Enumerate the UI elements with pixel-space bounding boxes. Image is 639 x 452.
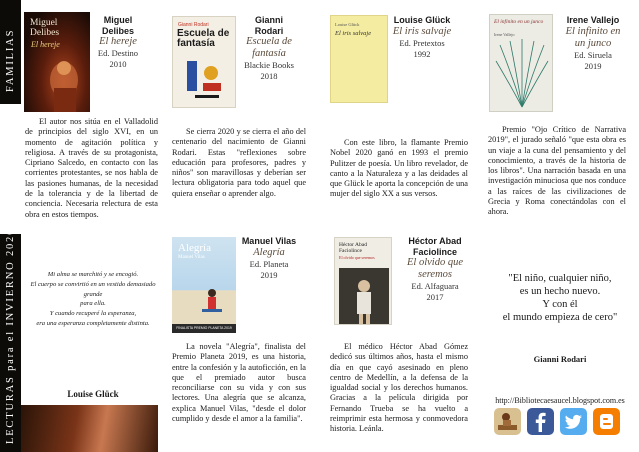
cover-title-text: El olvido que seremos (339, 255, 375, 260)
book-description: Con este libro, la flamante Premio Nobel 2020 ganó en 1993 el premio Pulitzer de poesía. Un libro revelador, de canto a la Naturaleza y a las deidades al que Glück le aporta la concepción de una mujer del siglo XX a sus versos. (330, 138, 468, 199)
cover-el-olvido-que-seremos (334, 237, 392, 325)
book-author: Héctor Abad Faciolince (408, 236, 462, 257)
cover-author-text: Louise Glück (335, 22, 360, 27)
book-author: Irene Vallejo (566, 15, 620, 25)
blogger-icon[interactable] (593, 408, 620, 435)
cover-title-text: Alegría (178, 242, 211, 254)
poem-line: para ella. (80, 300, 106, 308)
quote-author: Gianni Rodari (533, 354, 587, 364)
book-year: 2019 (260, 269, 278, 280)
book-publisher: Blackie Books (244, 60, 294, 70)
twitter-bird-glyph (560, 408, 587, 435)
facebook-f-glyph (527, 408, 554, 435)
cover-escuela-de-fantasia (172, 16, 236, 108)
book-description: Premio "Ojo Crítico de Narrativa 2019", el jurado señaló "que esta obra es un viaje a la cuna del pensamiento y del conocimiento, a través de la historia de los libros". Una narración basada en una investigación minuciosa que nos conduce a las raíces de las civilizaciones de Grecia y Roma conectándolas con el ahora. (488, 125, 626, 217)
book-year: 2019 (584, 60, 602, 71)
book-description: Se cierra 2020 y se cierra el año del centenario del nacimiento de Gianni Rodari. Estas "reflexiones sobre educación para profesores, padres y niños" son maravillosas y deberían ser lectura obligatoria para todo aquel que quiera enseñar o aprender algo. (172, 127, 306, 198)
cover-author-text: Héctor Abad Faciolince (339, 242, 367, 254)
book-author: Miguel Delibes (101, 15, 134, 36)
book-publisher: Ed. Siruela (574, 49, 612, 60)
book-year: 1992 (413, 48, 431, 59)
book-title: Alegría (253, 246, 285, 258)
poem-line: Mi alma se marchitó y se encogió. (47, 271, 139, 278)
poem-author: Louise Glück (67, 389, 119, 399)
facebook-icon[interactable] (527, 408, 554, 435)
reader-icon[interactable] (494, 408, 521, 435)
blogger-b-glyph (593, 408, 620, 435)
book-meta-el-hereje (91, 15, 145, 70)
side-band-top (0, 0, 21, 104)
book-publisher: Ed. Alfaguara (411, 281, 459, 291)
quote-line: el mundo empieza de cero" (502, 312, 618, 323)
abstract-shapes-illustration (173, 17, 236, 108)
cover-alegria (172, 237, 236, 333)
cover-title-text: El hereje (31, 40, 60, 49)
quote-line: "El niño, cualquier niño, (508, 273, 612, 284)
cover-el-iris-salvaje (330, 15, 388, 103)
book-publisher: Ed. Destino (97, 48, 139, 58)
beach-figure-illustration (172, 237, 236, 333)
side-band-bottom (0, 227, 21, 452)
book-meta-el-olvido-que-seremos (398, 236, 472, 303)
book-meta-el-iris-salvaje (392, 15, 452, 60)
cover-author-text: Manuel Vilas (178, 255, 205, 260)
cover-author-text: Irene Vallejo (494, 32, 515, 37)
book-title: El iris salvaje (392, 25, 452, 37)
child-photo-illustration (335, 238, 392, 325)
side-label-familias: FAMILIAS (5, 28, 16, 92)
cover-author-text: Miguel Delibes (30, 18, 60, 38)
side-label-lecturas: LECTURAS para el INVIERNO 2020 (5, 227, 16, 444)
book-author: Gianni Rodari (254, 15, 284, 36)
blog-url-link[interactable]: http://Bibliotecaesaucel.blogspot.com.es (495, 396, 625, 405)
book-year: 2010 (109, 59, 127, 69)
reed-illustration (490, 15, 553, 112)
cover-title-text: El infinito en un junco (494, 19, 544, 25)
book-description: El médico Héctor Abad Gómez dedicó sus últimos años, hasta el mismo día en que cayó asesinado en pleno centro de Medellín, a la defensa de la igualdad social y los derechos humanos. Gracias a la película dirigida por Fernando Trueba se ha vuelto a reimprimir esta hermosa y conmovedora historia. Leánla. (330, 342, 468, 434)
poem-line: El cuerpo se convirtió en un vestido demasiado (30, 280, 156, 288)
book-title: Escuela de fantasía (246, 36, 292, 59)
cover-el-infinito-en-un-junco (489, 14, 553, 112)
book-year: 2018 (260, 71, 278, 81)
book-title: El hereje (99, 36, 137, 47)
cover-title-text: El iris salvaje (335, 30, 372, 37)
reader-figure-icon (494, 408, 521, 435)
rodari-quote (486, 272, 634, 324)
book-author: Manuel Vilas (241, 236, 297, 246)
painting-strip-illustration (21, 405, 158, 452)
book-description: El autor nos sitúa en el Valladolid de principios del siglo XVI, en un momento de agitación política y religiosa. A través de su protagonista, Cipriano Salcedo, en contacto con las corrientes protestantes, se nos habla de las pasiones humanas, de la necesidad de la tolerancia y de la libertad de conciencia. Necesaria relectura de esta obra en estos tiempos. (25, 117, 158, 219)
poem-line: Y cuando recuperé la esperanza, (49, 310, 137, 318)
cover-title-text: Escuela de fantasía (177, 28, 230, 49)
poem-line: era una esperanza completamente distinta. (36, 319, 150, 327)
cover-author-text: Gianni Rodari (178, 22, 209, 28)
book-publisher: Ed. Planeta (249, 258, 289, 269)
quote-line: Y con él (542, 299, 578, 310)
quote-line: es un hecho nuevo. (519, 286, 601, 297)
cover-banner-text: FINALISTA PREMIO PLANETA 2019 (172, 324, 236, 333)
book-year: 2017 (426, 292, 444, 302)
book-description: La novela "Alegría", finalista del Premio Planeta 2019, es una historia, entre la confesión y la autoficción, en la que el premiado autor busca reconciliarse con su vida y con sus lectores. Una alegría que se alcanza, explica Manuel Vilas, "desde el dolor cumplido y desde el amor a la familia". (172, 342, 306, 424)
book-publisher: Ed. Pretextos (399, 37, 445, 48)
candle-figure-illustration (24, 12, 90, 112)
book-author: Louise Glück (393, 15, 451, 25)
book-title: El olvido que seremos (407, 257, 463, 280)
book-title: El infinito en un junco (565, 25, 621, 49)
poem (26, 270, 160, 329)
book-meta-alegria (240, 236, 298, 281)
book-meta-escuela-de-fantasia (240, 15, 298, 82)
cover-el-hereje (24, 12, 90, 112)
book-meta-el-infinito-en-un-junco (560, 15, 626, 72)
twitter-icon[interactable] (560, 408, 587, 435)
poem-line: grande (83, 290, 103, 298)
